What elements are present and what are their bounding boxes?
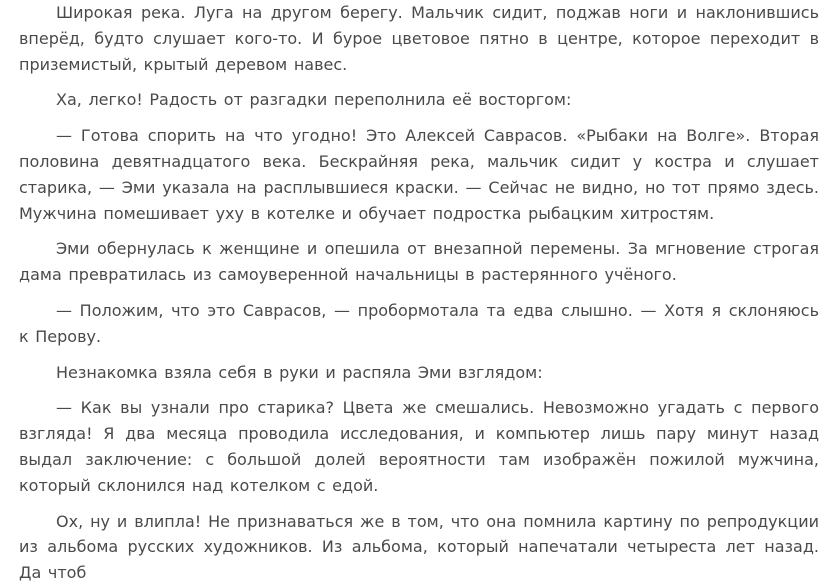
paragraph: — Готова спорить на что угодно! Это Алексей Саврасов. «Рыбаки на Волге». Вторая половина девятнадцатого века. Бескрайняя река, мальчик сидит у костра и слушает старика, — Эми указала на расплывшиеся краски. — Сейчас не видно, но тот прямо здесь. Мужчина помешивает уху в котелке и обучает подростка рыбацким хитростям. — [19, 126, 819, 223]
document-body — [19, 0, 819, 586]
paragraph: Ох, ну и влипла! Не признаваться же в том, что она помнила картину по репродукции из альбома русских художников. Из альбома, который напечатали четыреста лет назад. Да чтоб — [19, 511, 819, 583]
paragraph: — Положим, что это Саврасов, — пробормотала та едва слышно. — Хотя я склоняюсь к Перову. — [19, 300, 819, 346]
paragraph: Незнакомка взяла себя в руки и распяла Эми взглядом: — [56, 362, 543, 382]
paragraph: Ха, легко! Радость от разгадки переполнила её восторгом: — [56, 90, 572, 110]
paragraph: Эми обернулась к женщине и опешила от внезапной перемены. За мгновение строгая дама превратилась из самоуверенной начальницы в растерянного учёного. — [19, 239, 819, 285]
paragraph: — Как вы узнали про старика? Цвета же смешались. Невозможно угадать с первого взгляда! Я два месяца проводила исследования, и компьютер лишь пару минут назад выдал заключение: с большой долей вероятности там изображён пожилой мужчина, который склонился над котелком с едой. — [19, 398, 819, 495]
paragraph: Широкая река. Луга на другом берегу. Мальчик сидит, поджав ноги и наклонившись вперёд, будто слушает кого-то. И бурое цветовое пятно в центре, которое переходит в приземистый, крытый деревом навес. — [19, 3, 819, 74]
